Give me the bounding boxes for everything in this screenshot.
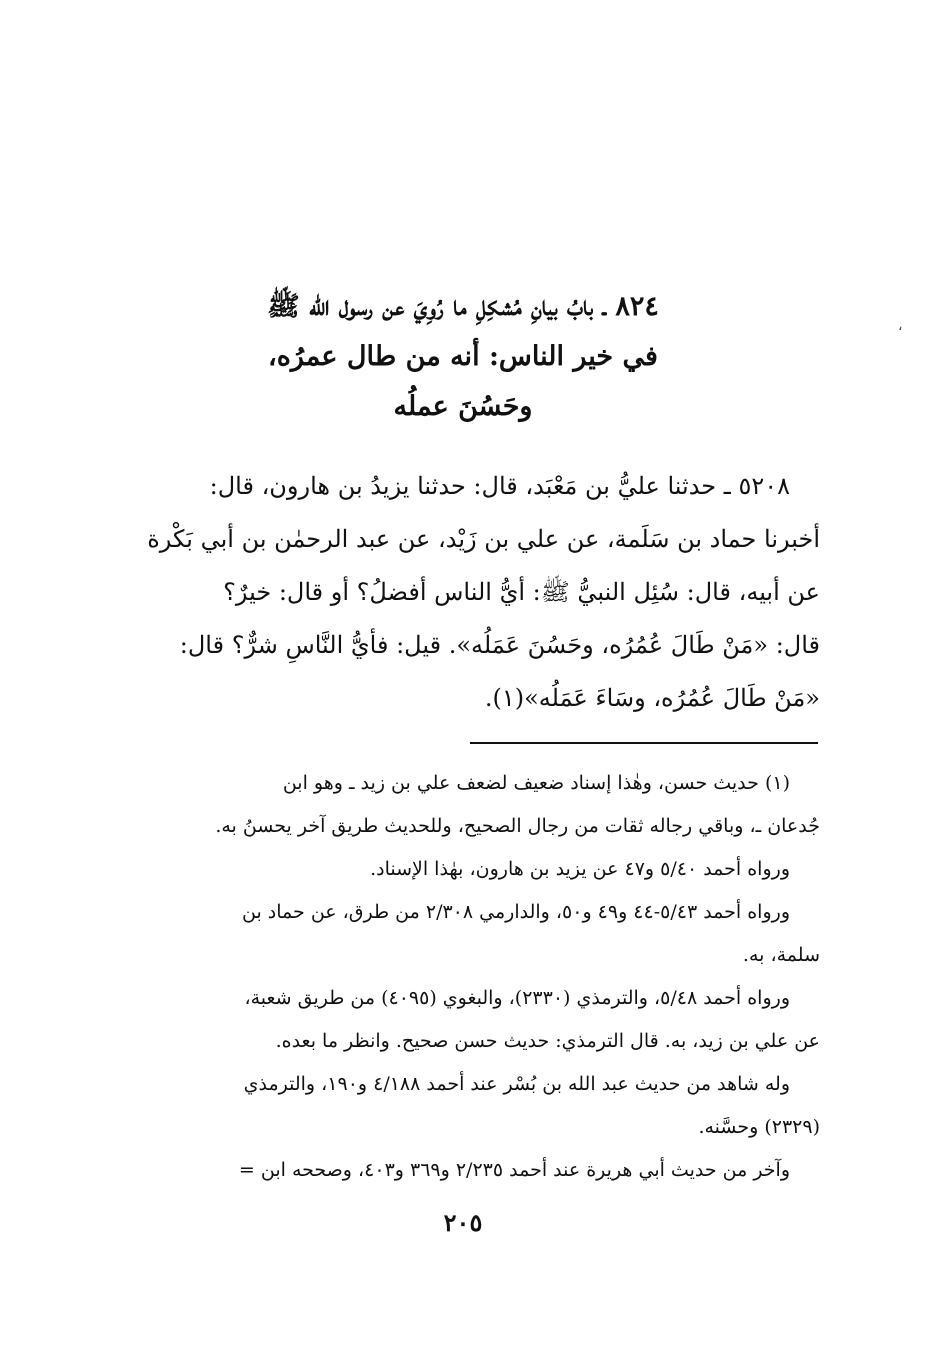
- page-number: ٢٠٥: [443, 1208, 483, 1237]
- footnote-4-line-1: ورواه أحمد ٥/٤٨، والترمذي (٢٣٣٠)، والبغوي (٤٠٩٥) من طريق شعبة،: [244, 987, 790, 1009]
- hadith-text: [118, 460, 820, 725]
- margin-mark: ،: [898, 318, 903, 334]
- hadith-line-2: أخبرنا حماد بن سَلَمة، عن علي بن زَيْد، عن عبد الرحمٰن بن أبي بَكْرة: [147, 525, 820, 553]
- footnote-4-line-2: عن علي بن زيد، به. قال الترمذي: حديث حسن صحيح. وانظر ما بعده.: [275, 1030, 820, 1052]
- hadith-line-1: ٥٢٠٨ ـ حدثنا عليُّ بن مَعْبَد، قال: حدثنا يزيدُ بن هارون، قال:: [209, 472, 790, 500]
- footnote-6-line-1: وآخر من حديث أبي هريرة عند أحمد ٢/٢٣٥ و٣٦٩ و٤٠٣، وصححه ابن =: [238, 1159, 790, 1181]
- hadith-line-4: قال: «مَنْ طَالَ عُمُرُه، وحَسُنَ عَمَلُه». قيل: فأيُّ النَّاسِ شرٌّ؟ قال:: [179, 631, 820, 659]
- chapter-heading-line-2: في خير الناس: أنه من طال عمرُه،: [268, 341, 658, 372]
- footnote-1-line-1: (١) حديث حسن، وهٰذا إسناد ضعيف لضعف علي بن زيد ـ وهو ابن: [282, 772, 790, 794]
- footnote-5-line-1: وله شاهد من حديث عبد الله بن بُسْر عند أحمد ٤/١٨٨ و١٩٠، والترمذي: [243, 1073, 790, 1095]
- chapter-heading-line-3: وحَسُنَ عملُه: [393, 391, 533, 422]
- chapter-heading: [120, 282, 806, 432]
- footnote-5-line-2: (٢٣٢٩) وحسَّنه.: [698, 1116, 820, 1138]
- footnote-3-line-2: سلمة، به.: [742, 944, 820, 966]
- footnote-1-line-2: جُدعان ـ، وباقي رجاله ثقات من رجال الصحيح، وللحديث طريق آخر يحسنُ به.: [215, 815, 820, 837]
- hadith-line-3: عن أبيه، قال: سُئِل النبيُّ ﷺ: أيُّ الناس أفضلُ؟ أو قال: خيرٌ؟: [223, 578, 820, 606]
- chapter-heading-line-1: ٨٢٤ ـ بابُ بيانِ مُشكِلِ ما رُوِيَ عن رسول الله ﷺ: [267, 291, 659, 322]
- footnote-3-line-1: ورواه أحمد ٥/٤٣-٤٤ و٤٩ و٥٠، والدارمي ٢/٣٠٨ من طرق، عن حماد بن: [242, 901, 790, 923]
- hadith-line-5: «مَنْ طَالَ عُمُرُه، وسَاءَ عَمَلُه»(١).: [484, 684, 820, 712]
- footnote-2-line-1: ورواه أحمد ٥/٤٠ و٤٧ عن يزيد بن هارون، بهٰذا الإسناد.: [370, 858, 790, 880]
- footnotes: [108, 762, 820, 1192]
- footnote-separator: [470, 742, 818, 744]
